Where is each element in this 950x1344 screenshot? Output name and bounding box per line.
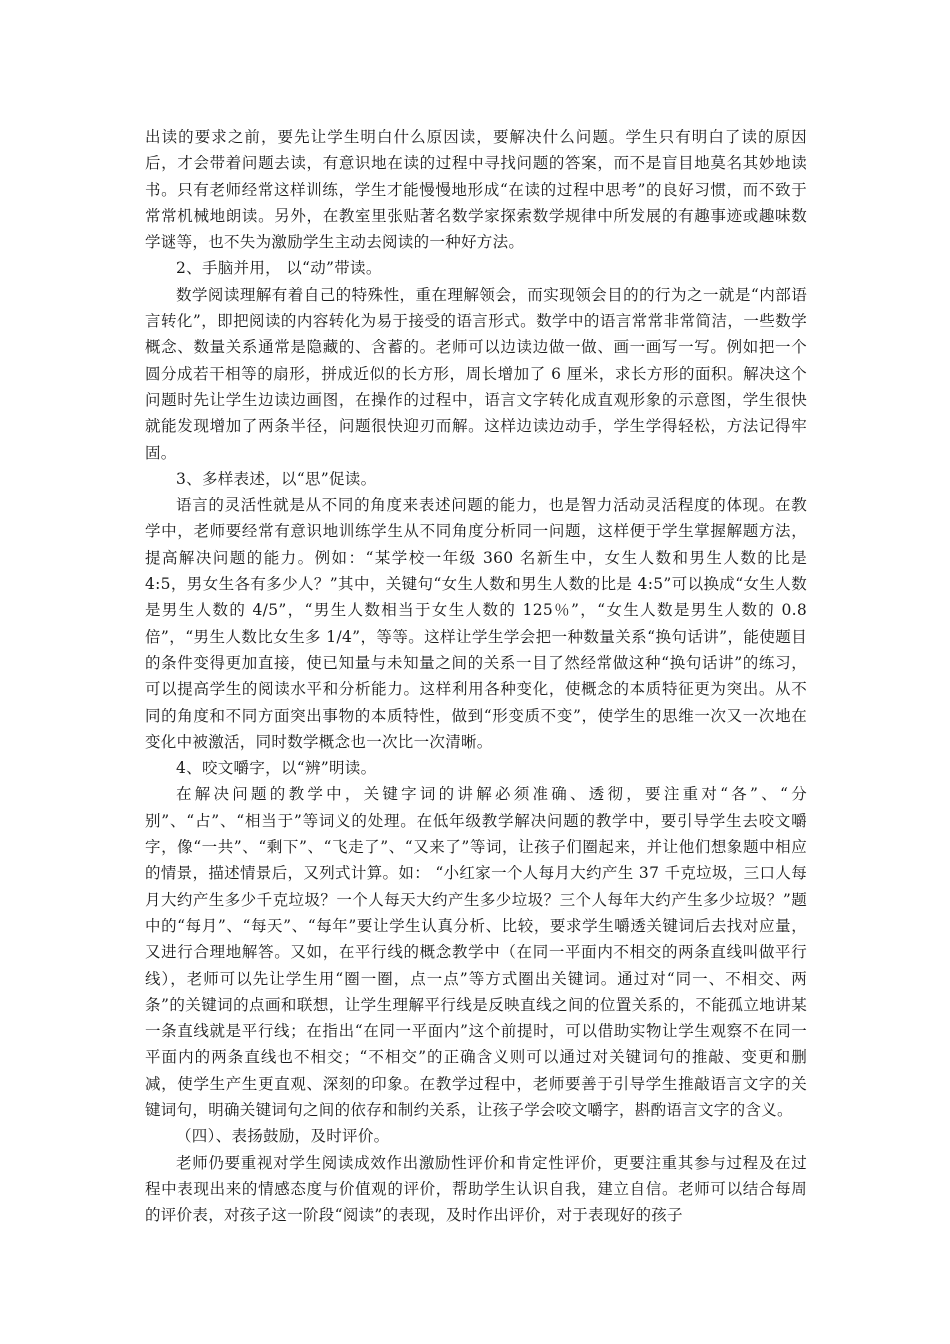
section-heading-3: 3、多样表述，以“思”促读。: [176, 469, 377, 488]
paragraph: 老师仍要重视对学生阅读成效作出激励性评价和肯定性评价，更要注重其参与过程及在过程中表现出来的情感态度与价值观的评价，帮助学生认识自我，建立自信。老师可以结合每周的评价表，对孩子这一阶段“阅读”的表现，及时作出评价，对于表现好的孩子: [145, 1153, 807, 1225]
paragraph: 在解决问题的教学中，关键字词的讲解必须准确、透彻，要注重对“各”、“分别”、“占”、“相当于”等词义的处理。在低年级教学解决问题的教学中，要引导学生去咬文嚼字，像“一共”、“剩下”、“飞走了”、“又来了”等词，让孩子们圈起来，并让他们想象题中相应的情景，描述情景后，又列式计算。如： “小红家一个人每月大约产生 37 千克垃圾，三口人每月大约产生多少千克垃圾？一个人每天大约产生多少垃圾？三个人每年大约产生多少垃圾？”题中的“每月”、“每天”、“每年”要让学生认真分析、比较，要求学生嚼透关键词后去找对应量，又进行合理地解答。又如，在平行线的概念教学中（在同一平面内不相交的两条直线叫做平行线），老师可以先让学生用“圈一圈，点一点”等方式圈出关键词。通过对“同一、不相交、两条”的关键词的点画和联想，让学生理解平行线是反映直线之间的位置关系的，不能孤立地讲某一条直线就是平行线；在指出“在同一平面内”这个前提时，可以借助实物让学生观察不在同一平面内的两条直线也不相交；“不相交”的正确含义则可以通过对关键词句的推敲、变更和删减，使学生产生更直观、深刻的印象。在教学过程中，老师要善于引导学生推敲语言文字的关键词句，明确关键词句之间的依存和制约关系，让孩子学会咬文嚼字，斟酌语言文字的含义。: [145, 785, 807, 1119]
paragraph: 数学阅读理解有着自己的特殊性，重在理解领会，而实现领会目的的行为之一就是“内部语言转化”，即把阅读的内容转化为易于接受的语言形式。数学中的语言常常非常简洁，一些数学概念、数量关系通常是隐藏的、含蓄的。老师可以边读边做一做、画一画写一写。例如把一个圆分成若干相等的扇形，拼成近似的长方形，周长增加了 6 厘米，求长方形的面积。解决这个问题时先让学生边读边画图，在操作的过程中，语言文字转化成直观形象的示意图，学生很快就能发现增加了两条半径，问题很快迎刃而解。这样边读边动手，学生学得轻松，方法记得牢固。: [145, 285, 807, 462]
section-heading-2: 2、手脑并用， 以“动”带读。: [176, 259, 382, 278]
document-page: [145, 124, 807, 1228]
section-heading-4: 4、咬文嚼字，以“辨”明读。: [176, 759, 377, 778]
paragraph: 语言的灵活性就是从不同的角度来表述问题的能力，也是智力活动灵活程度的体现。在教学中，老师要经常有意识地训练学生从不同角度分析同一问题，这样便于学生掌握解题方法，提高解决问题的能力。例如：“某学校一年级 360 名新生中，女生人数和男生人数的比是 4:5，男女生各有多少人？”其中，关键句“女生人数和男生人数的比是 4:5”可以换成“女生人数是男生人数的 4/5”，“男生人数相当于女生人数的 125％”，“女生人数是男生人数的 0.8 倍”，“男生人数比女生多 1/4”，等等。这样让学生学会把一种数量关系“换句话讲”，能使题目的条件变得更加直接，使已知量与未知量之间的关系一目了然经常做这种“换句话讲”的练习，可以提高学生的阅读水平和分析能力。这样利用各种变化，使概念的本质特征更为突出。从不同的角度和不同方面突出事物的本质特性，做到“形变质不变”，使学生的思维一次又一次地在变化中被激活，同时数学概念也一次比一次清晰。: [145, 496, 807, 751]
section-heading-part-4: （四）、表扬鼓励，及时评价。: [176, 1127, 390, 1146]
paragraph-continuation: 出读的要求之前，要先让学生明白什么原因读，要解决什么问题。学生只有明白了读的原因后，才会带着问题去读，有意识地在读的过程中寻找问题的答案，而不是盲目地莫名其妙地读书。只有老师经常这样训练，学生才能慢慢地形成“在读的过程中思考”的良好习惯，而不致于常常机械地朗读。另外，在教室里张贴著名数学家探索数学规律中所发展的有趣事迹或趣味数学谜等，也不失为激励学生主动去阅读的一种好方法。: [145, 128, 807, 252]
